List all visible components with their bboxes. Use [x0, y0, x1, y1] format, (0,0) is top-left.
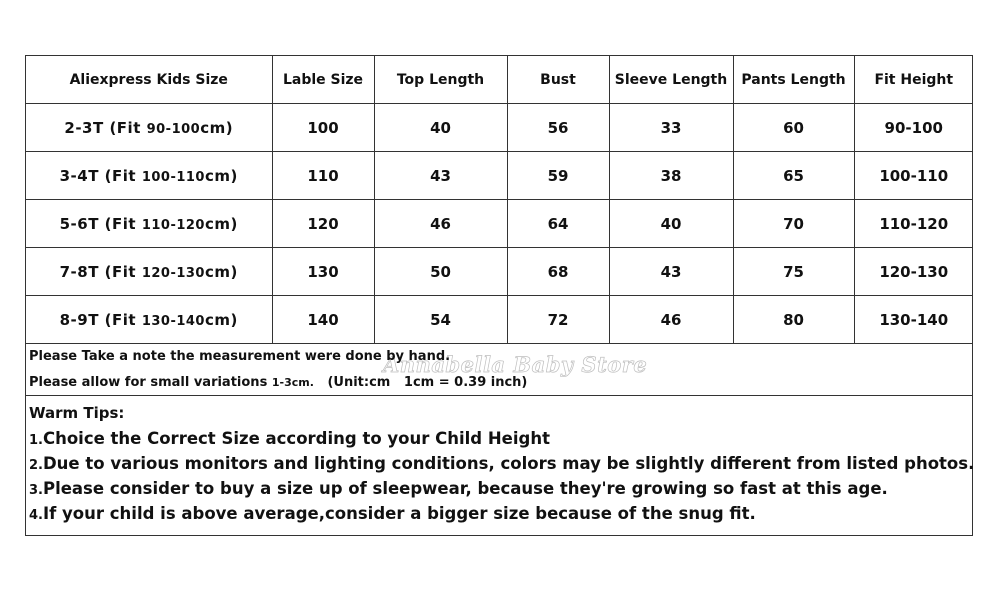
bust-cell: 68	[507, 248, 609, 296]
tip-item	[29, 476, 969, 501]
store-watermark: Annabella Baby Store	[383, 352, 648, 377]
col-header-lable-size: Lable Size	[272, 56, 374, 104]
fit-height-cell: 120-130	[854, 248, 973, 296]
fit-unit: cm)	[200, 118, 234, 137]
table-row	[26, 152, 973, 200]
col-header-pants-length: Pants Length	[733, 56, 854, 104]
top-length-cell: 50	[374, 248, 507, 296]
pants-length-cell: 60	[733, 104, 854, 152]
kids-size-cell	[26, 248, 272, 296]
tip-number: 2.	[29, 458, 43, 473]
size-chart	[25, 55, 973, 536]
kids-size-cell	[26, 200, 272, 248]
pants-length-cell: 70	[733, 200, 854, 248]
top-length-cell: 43	[374, 152, 507, 200]
note-line-2	[29, 375, 527, 390]
tip-item	[29, 501, 969, 526]
fit-unit: cm)	[204, 166, 238, 185]
tip-text: If your child is above average,consider a bigger size because of the snug fit.	[42, 504, 756, 523]
tip-text: Due to various monitors and lighting conditions, colors may be slightly different from listed photos.	[42, 454, 975, 473]
fit-prefix: (Fit	[98, 166, 142, 185]
bust-cell: 56	[507, 104, 609, 152]
lable-size-cell: 140	[272, 296, 374, 344]
kids-size: 5-6T	[59, 214, 99, 233]
table-header-row	[26, 56, 973, 104]
kids-size: 3-4T	[59, 166, 99, 185]
tip-number: 1.	[29, 433, 43, 448]
fit-range: 120-130	[141, 265, 205, 281]
lable-size-cell: 130	[272, 248, 374, 296]
kids-size-cell	[26, 104, 272, 152]
fit-unit: cm)	[204, 262, 238, 281]
fit-unit: cm)	[204, 310, 238, 329]
sleeve-length-cell: 33	[609, 104, 733, 152]
col-header-sleeve-length: Sleeve Length	[609, 56, 733, 104]
note-variation: 1-3cm.	[271, 376, 314, 389]
fit-height-cell: 130-140	[854, 296, 973, 344]
fit-prefix: (Fit	[98, 214, 142, 233]
lable-size-cell: 120	[272, 200, 374, 248]
col-header-kids-size: Aliexpress Kids Size	[26, 56, 272, 104]
fit-prefix: (Fit	[98, 262, 142, 281]
tip-number: 4.	[29, 508, 43, 523]
sleeve-length-cell: 38	[609, 152, 733, 200]
tip-item	[29, 451, 975, 476]
fit-range: 90-100	[146, 121, 201, 137]
fit-range: 100-110	[141, 169, 205, 185]
tip-text: Choice the Correct Size according to your Child Height	[42, 429, 550, 448]
note-line-1: Please Take a note the measurement were done by hand.	[29, 349, 451, 364]
sleeve-length-cell: 46	[609, 296, 733, 344]
pants-length-cell: 75	[733, 248, 854, 296]
fit-height-cell: 90-100	[854, 104, 973, 152]
col-header-bust: Bust	[507, 56, 609, 104]
bust-cell: 64	[507, 200, 609, 248]
fit-height-cell: 110-120	[854, 200, 973, 248]
bust-cell: 72	[507, 296, 609, 344]
fit-prefix: (Fit	[103, 118, 147, 137]
tip-number: 3.	[29, 483, 43, 498]
kids-size-cell	[26, 152, 272, 200]
fit-range: 130-140	[141, 313, 205, 329]
table-row	[26, 248, 973, 296]
pants-length-cell: 80	[733, 296, 854, 344]
kids-size: 8-9T	[59, 310, 99, 329]
sleeve-length-cell: 43	[609, 248, 733, 296]
kids-size-cell	[26, 296, 272, 344]
table-row	[26, 200, 973, 248]
fit-prefix: (Fit	[98, 310, 142, 329]
fit-unit: cm)	[204, 214, 238, 233]
fit-range: 110-120	[141, 217, 205, 233]
kids-size: 7-8T	[59, 262, 99, 281]
table-row	[26, 296, 973, 344]
sleeve-length-cell: 40	[609, 200, 733, 248]
size-table	[26, 56, 973, 344]
measurement-notes	[26, 344, 972, 396]
top-length-cell: 46	[374, 200, 507, 248]
col-header-fit-height: Fit Height	[854, 56, 973, 104]
tips-heading: Warm Tips:	[29, 404, 125, 422]
fit-height-cell: 100-110	[854, 152, 973, 200]
bust-cell: 59	[507, 152, 609, 200]
tip-text: Please consider to buy a size up of sleepwear, because they're growing so fast at this age.	[42, 479, 888, 498]
lable-size-cell: 100	[272, 104, 374, 152]
table-row	[26, 104, 973, 152]
col-header-top-length: Top Length	[374, 56, 507, 104]
pants-length-cell: 65	[733, 152, 854, 200]
note-unit: (Unit:cm 1cm = 0.39 inch)	[313, 375, 528, 390]
top-length-cell: 54	[374, 296, 507, 344]
kids-size: 2-3T	[64, 118, 104, 137]
warm-tips	[29, 401, 975, 526]
top-length-cell: 40	[374, 104, 507, 152]
note-line-2-text: Please allow for small variations	[29, 375, 272, 390]
lable-size-cell: 110	[272, 152, 374, 200]
tip-item	[29, 426, 969, 451]
